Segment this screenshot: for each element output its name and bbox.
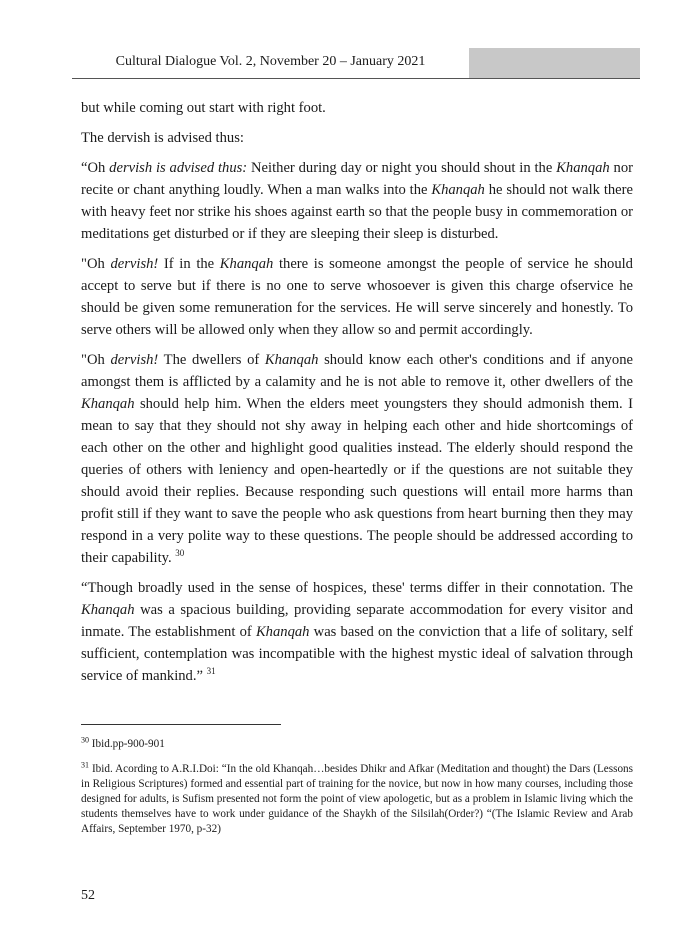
text-span: “Oh <box>81 160 110 176</box>
text-span: nor recite or chant anything loudly. When a man walks into the <box>81 160 633 198</box>
italic-term: Khanqah <box>556 160 610 176</box>
paragraph-4 <box>81 253 633 341</box>
text-span: Neither during day or night you should shout in the <box>247 160 557 176</box>
text-span: "Oh <box>81 256 111 272</box>
page-number: 52 <box>81 888 95 903</box>
text-span: should help him. When the elders meet youngsters they should admonish them. I mean to say that they should not shy away in helping each other and hide shortcomings of each other on the other and highlight good qualities instead. The elderly should respond the queries of others with leniency and open-heartedly or if the questions are not suitable they should avoid their replies. Because responding such questions will entail more harms than profit still if they want to save the people who ask questions from heart burning then they may respond in a very polite way to these questions. The people should be addressed according to their capability. <box>81 396 633 566</box>
text-span: The dwellers of <box>158 352 265 368</box>
italic-term: dervish is advised thus: <box>109 160 248 176</box>
paragraph-5 <box>81 349 633 569</box>
footnote-ref-30[interactable]: 30 <box>175 548 185 559</box>
italic-term: dervish! <box>110 256 159 272</box>
text-span: "Oh <box>81 352 111 368</box>
paragraph-1: but while coming out start with right foot. <box>81 100 326 116</box>
text-span: “Though broadly used in the sense of hospices, these' terms differ in their connotation. The <box>81 580 633 596</box>
footnote-separator <box>81 724 281 725</box>
footnote-number: 30 <box>81 735 89 745</box>
paragraph-3 <box>81 157 633 245</box>
italic-term: Khanqah <box>81 602 135 618</box>
journal-title: Cultural Dialogue Vol. 2, November 20 – January 2021 <box>115 54 426 69</box>
text-span: should know each other's conditions and if anyone amongst them is afflicted by a calamity and he is not able to remove it, other dwellers of the <box>81 352 633 390</box>
footnote-30 <box>81 737 633 752</box>
text-span: If in the <box>158 256 220 272</box>
footnote-text: Ibid. Acording to A.R.I.Doi: “In the old Khanqah…besides Dhikr and Afkar (Meditation and thought) the Dars (Lessons in Religious Scriptures) formed and essential part of training for the novice, but now in how many courses, including those designed for adults, is Sufism presented not form the point of view apologetic, but as a problem in Islamic living which the students themselves have to work under guidance of the Shaykh of the Silsilah(Order?) “(The Islamic Review and Arab Affairs, September 1970, p-32) <box>81 763 633 835</box>
text-span: was based on the conviction that a life of solitary, self sufficient, contemplation was incompatible with the highest mystic ideal of salvation through service of mankind.” <box>81 624 633 684</box>
footnote-text: Ibid.pp-900-901 <box>89 738 165 750</box>
header-gray-block <box>469 48 640 78</box>
paragraph-2: The dervish is advised thus: <box>81 130 244 146</box>
footnote-ref-31[interactable]: 31 <box>206 666 216 677</box>
footnote-31 <box>81 762 633 837</box>
body-text <box>81 97 633 695</box>
paragraph-6 <box>81 577 633 687</box>
italic-term: dervish! <box>110 352 159 368</box>
footnote-number: 31 <box>81 760 89 770</box>
footnotes <box>81 737 633 847</box>
text-span: he should not walk there with heavy feet nor strike his shoes against earth so that the people busy in commemoration or meditations get disturbed or if they are sleeping their sleep is disturbed. <box>81 182 633 242</box>
running-header <box>72 48 640 79</box>
italic-term: Khanqah <box>219 256 274 272</box>
text-span: was a spacious building, providing separate accommodation for every visitor and inmate. The establishment of <box>81 602 633 640</box>
italic-term: Khanqah <box>264 352 319 368</box>
text-span: there is someone amongst the people of service he should accept to serve but if there is no one to serve whosoever is given this charge ofservice he should be given some remuneration for the services. He will serve sincerely and honestly. To serve others will be allowed only when they allow so and permit accordingly. <box>81 256 633 338</box>
italic-term: Khanqah <box>255 624 310 640</box>
italic-term: Khanqah <box>431 182 485 198</box>
italic-term: Khanqah <box>81 396 135 412</box>
